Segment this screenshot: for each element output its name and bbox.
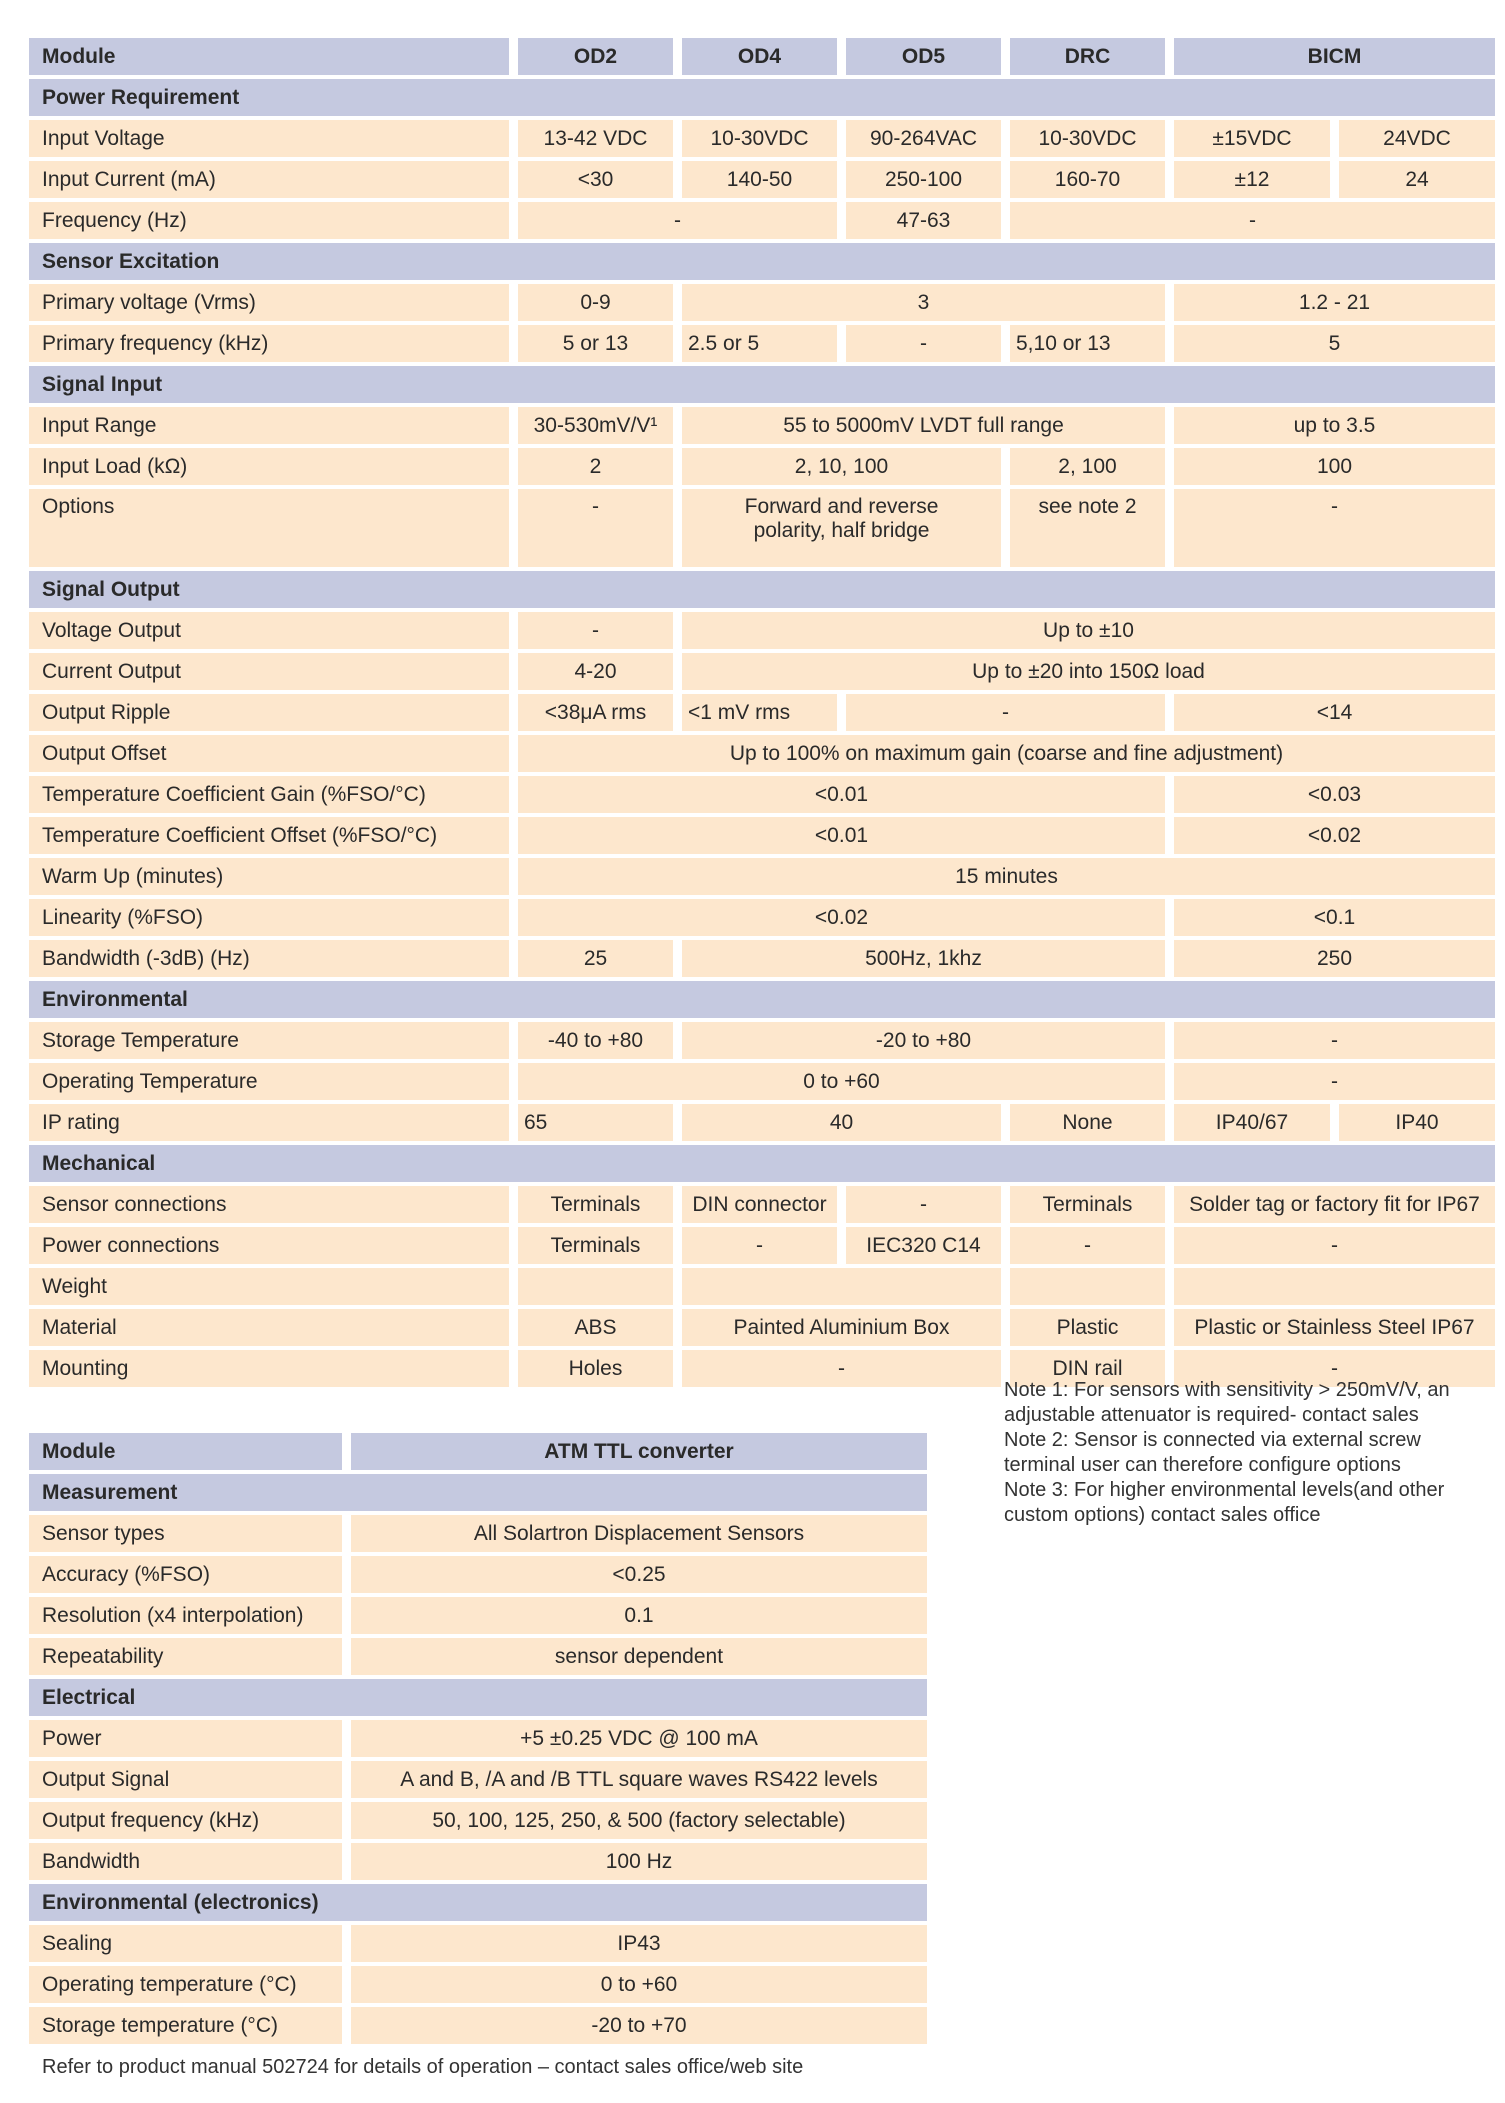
- row-label: Mounting: [29, 1350, 509, 1387]
- table-cell: ABS: [518, 1309, 673, 1346]
- note-2: Note 2: Sensor is connected via external screw terminal user can therefore configure options: [1004, 1429, 1421, 1476]
- table-cell: up to 3.5: [1174, 407, 1495, 444]
- row-label: Temperature Coefficient Gain (%FSO/°C): [29, 776, 509, 813]
- table-cell: -: [518, 612, 673, 649]
- table-cell: 10-30VDC: [1010, 120, 1165, 157]
- table-cell: Plastic: [1010, 1309, 1165, 1346]
- row-label: Output frequency (kHz): [29, 1802, 342, 1839]
- table-cell: 65: [518, 1104, 673, 1141]
- row-label: Warm Up (minutes): [29, 858, 509, 895]
- table-cell: -: [1010, 202, 1495, 239]
- table-cell: 90-264VAC: [846, 120, 1001, 157]
- row-label: Power: [29, 1720, 342, 1757]
- row-label: Bandwidth (-3dB) (Hz): [29, 940, 509, 977]
- table-cell: 5 or 13: [518, 325, 673, 362]
- table-cell: -20 to +80: [682, 1022, 1165, 1059]
- table-cell: Plastic or Stainless Steel IP67: [1174, 1309, 1495, 1346]
- table-cell: -20 to +70: [351, 2007, 927, 2044]
- table-cell: IP43: [351, 1925, 927, 1962]
- row-label: Accuracy (%FSO): [29, 1556, 342, 1593]
- atm-header-module: Module: [29, 1433, 342, 1470]
- table-cell: <1 mV rms: [682, 694, 837, 731]
- section-signal-output: Signal Output: [29, 571, 1495, 608]
- notes: [1004, 1378, 1474, 1528]
- table-cell: 0-9: [518, 284, 673, 321]
- row-label: Storage temperature (°C): [29, 2007, 342, 2044]
- table-cell: -: [1010, 1227, 1165, 1264]
- table-cell: DIN connector: [682, 1186, 837, 1223]
- table-cell: 250: [1174, 940, 1495, 977]
- table-cell: -: [1174, 1063, 1495, 1100]
- table-cell: -: [682, 1227, 837, 1264]
- table-cell: <0.01: [518, 817, 1165, 854]
- table-cell: Terminals: [518, 1227, 673, 1264]
- row-label: Power connections: [29, 1227, 509, 1264]
- table-cell: 4-20: [518, 653, 673, 690]
- table-cell: -: [518, 202, 837, 239]
- note-1: Note 1: For sensors with sensitivity > 250mV/V, an adjustable attenuator is required- contact sales: [1004, 1379, 1450, 1426]
- table-cell: 2.5 or 5: [682, 325, 837, 362]
- table-cell: 2, 100: [1010, 448, 1165, 485]
- row-label: Primary frequency (kHz): [29, 325, 509, 362]
- header-od5: OD5: [846, 38, 1001, 75]
- table-cell: <0.03: [1174, 776, 1495, 813]
- row-label: Input Load (kΩ): [29, 448, 509, 485]
- row-label: Operating Temperature: [29, 1063, 509, 1100]
- table-cell: IEC320 C14: [846, 1227, 1001, 1264]
- table-cell: 5: [1174, 325, 1495, 362]
- table-cell: 47-63: [846, 202, 1001, 239]
- section-measurement: Measurement: [29, 1474, 927, 1511]
- table-cell: IP40: [1339, 1104, 1495, 1141]
- table-cell: <0.25: [351, 1556, 927, 1593]
- row-label: Voltage Output: [29, 612, 509, 649]
- section-power-requirement: Power Requirement: [29, 79, 1495, 116]
- table-cell: [1174, 1268, 1495, 1305]
- table-cell: Solder tag or factory fit for IP67: [1174, 1186, 1495, 1223]
- table-cell: -: [1174, 1022, 1495, 1059]
- row-label: Sensor types: [29, 1515, 342, 1552]
- header-drc: DRC: [1010, 38, 1165, 75]
- table-cell: Terminals: [1010, 1186, 1165, 1223]
- row-label: Material: [29, 1309, 509, 1346]
- footer-note: Refer to product manual 502724 for details of operation – contact sales office/web site: [42, 2056, 804, 2078]
- row-label: Output Signal: [29, 1761, 342, 1798]
- row-label: Bandwidth: [29, 1843, 342, 1880]
- table-cell: +5 ±0.25 VDC @ 100 mA: [351, 1720, 927, 1757]
- table-cell: 500Hz, 1khz: [682, 940, 1165, 977]
- table-cell: [518, 1268, 673, 1305]
- header-module: Module: [29, 38, 509, 75]
- table-cell: 100: [1174, 448, 1495, 485]
- table-cell: Terminals: [518, 1186, 673, 1223]
- table-cell: A and B, /A and /B TTL square waves RS422 levels: [351, 1761, 927, 1798]
- row-label: Weight: [29, 1268, 509, 1305]
- table-cell: <0.02: [1174, 817, 1495, 854]
- table-cell: -: [518, 489, 673, 567]
- row-label: Sensor connections: [29, 1186, 509, 1223]
- table-cell: 3: [682, 284, 1165, 321]
- section-mechanical: Mechanical: [29, 1145, 1495, 1182]
- table-cell: [1010, 1268, 1165, 1305]
- table-cell: 25: [518, 940, 673, 977]
- table-cell: 0 to +60: [351, 1966, 927, 2003]
- row-label: Primary voltage (Vrms): [29, 284, 509, 321]
- table-cell: -: [846, 1186, 1001, 1223]
- header-od4: OD4: [682, 38, 837, 75]
- table-cell: ±12: [1174, 161, 1330, 198]
- row-label: Input Range: [29, 407, 509, 444]
- table-cell: -: [682, 1350, 1001, 1387]
- table-cell: 40: [682, 1104, 1001, 1141]
- table-cell: 0.1: [351, 1597, 927, 1634]
- row-label: Input Voltage: [29, 120, 509, 157]
- table-cell: Holes: [518, 1350, 673, 1387]
- row-label: Input Current (mA): [29, 161, 509, 198]
- table-cell: see note 2: [1010, 489, 1165, 567]
- table-cell: 140-50: [682, 161, 837, 198]
- table-cell: <0.01: [518, 776, 1165, 813]
- row-label: Output Offset: [29, 735, 509, 772]
- row-label: IP rating: [29, 1104, 509, 1141]
- section-sensor-excitation: Sensor Excitation: [29, 243, 1495, 280]
- table-cell: Painted Aluminium Box: [682, 1309, 1001, 1346]
- table-cell: 10-30VDC: [682, 120, 837, 157]
- row-label: Sealing: [29, 1925, 342, 1962]
- table-cell: -: [1174, 489, 1495, 567]
- atm-header-converter: ATM TTL converter: [351, 1433, 927, 1470]
- table-cell: 30-530mV/V¹: [518, 407, 673, 444]
- table-cell: <0.02: [518, 899, 1165, 936]
- table-cell: <14: [1174, 694, 1495, 731]
- table-cell: Up to ±20 into 150Ω load: [682, 653, 1495, 690]
- note-3: Note 3: For higher environmental levels(and other custom options) contact sales office: [1004, 1479, 1445, 1526]
- table-cell: <30: [518, 161, 673, 198]
- table-cell: 15 minutes: [518, 858, 1495, 895]
- table-cell: 100 Hz: [351, 1843, 927, 1880]
- header-od2: OD2: [518, 38, 673, 75]
- row-label: Options: [29, 489, 509, 567]
- table-cell: [682, 1268, 1001, 1305]
- table-cell: Up to 100% on maximum gain (coarse and fine adjustment): [518, 735, 1495, 772]
- table-cell: 1.2 - 21: [1174, 284, 1495, 321]
- table-cell: sensor dependent: [351, 1638, 927, 1675]
- row-label: Temperature Coefficient Offset (%FSO/°C): [29, 817, 509, 854]
- table-cell: -: [1174, 1227, 1495, 1264]
- header-bicm: BICM: [1174, 38, 1495, 75]
- section-signal-input: Signal Input: [29, 366, 1495, 403]
- table-cell: <0.1: [1174, 899, 1495, 936]
- row-label: Repeatability: [29, 1638, 342, 1675]
- row-label: Resolution (x4 interpolation): [29, 1597, 342, 1634]
- table-cell: All Solartron Displacement Sensors: [351, 1515, 927, 1552]
- table-cell: 55 to 5000mV LVDT full range: [682, 407, 1165, 444]
- table-cell: ±15VDC: [1174, 120, 1330, 157]
- table-cell: IP40/67: [1174, 1104, 1330, 1141]
- row-label: Storage Temperature: [29, 1022, 509, 1059]
- row-label: Current Output: [29, 653, 509, 690]
- section-environmental: Environmental: [29, 981, 1495, 1018]
- table-cell: 5,10 or 13: [1010, 325, 1165, 362]
- table-cell: <38μA rms: [518, 694, 673, 731]
- atm-table: [29, 1433, 927, 2044]
- row-label: Linearity (%FSO): [29, 899, 509, 936]
- section-environmental-electronics: Environmental (electronics): [29, 1884, 927, 1921]
- table-cell: 160-70: [1010, 161, 1165, 198]
- spec-table: [29, 38, 1480, 1387]
- table-cell: 250-100: [846, 161, 1001, 198]
- table-cell: -40 to +80: [518, 1022, 673, 1059]
- table-cell: 24: [1339, 161, 1495, 198]
- table-cell: DIN rail: [1010, 1350, 1165, 1387]
- row-label: Output Ripple: [29, 694, 509, 731]
- table-cell: 50, 100, 125, 250, & 500 (factory selectable): [351, 1802, 927, 1839]
- table-cell: 13-42 VDC: [518, 120, 673, 157]
- table-cell: None: [1010, 1104, 1165, 1141]
- table-cell: 24VDC: [1339, 120, 1495, 157]
- row-label: Operating temperature (°C): [29, 1966, 342, 2003]
- row-label: Frequency (Hz): [29, 202, 509, 239]
- table-cell: -: [1174, 1350, 1495, 1387]
- table-cell: 2: [518, 448, 673, 485]
- table-cell: 0 to +60: [518, 1063, 1165, 1100]
- table-cell: -: [846, 694, 1165, 731]
- table-cell: Up to ±10: [682, 612, 1495, 649]
- table-cell: 2, 10, 100: [682, 448, 1001, 485]
- table-cell: -: [846, 325, 1001, 362]
- section-electrical: Electrical: [29, 1679, 927, 1716]
- table-cell: Forward and reverse polarity, half bridge: [682, 489, 1001, 567]
